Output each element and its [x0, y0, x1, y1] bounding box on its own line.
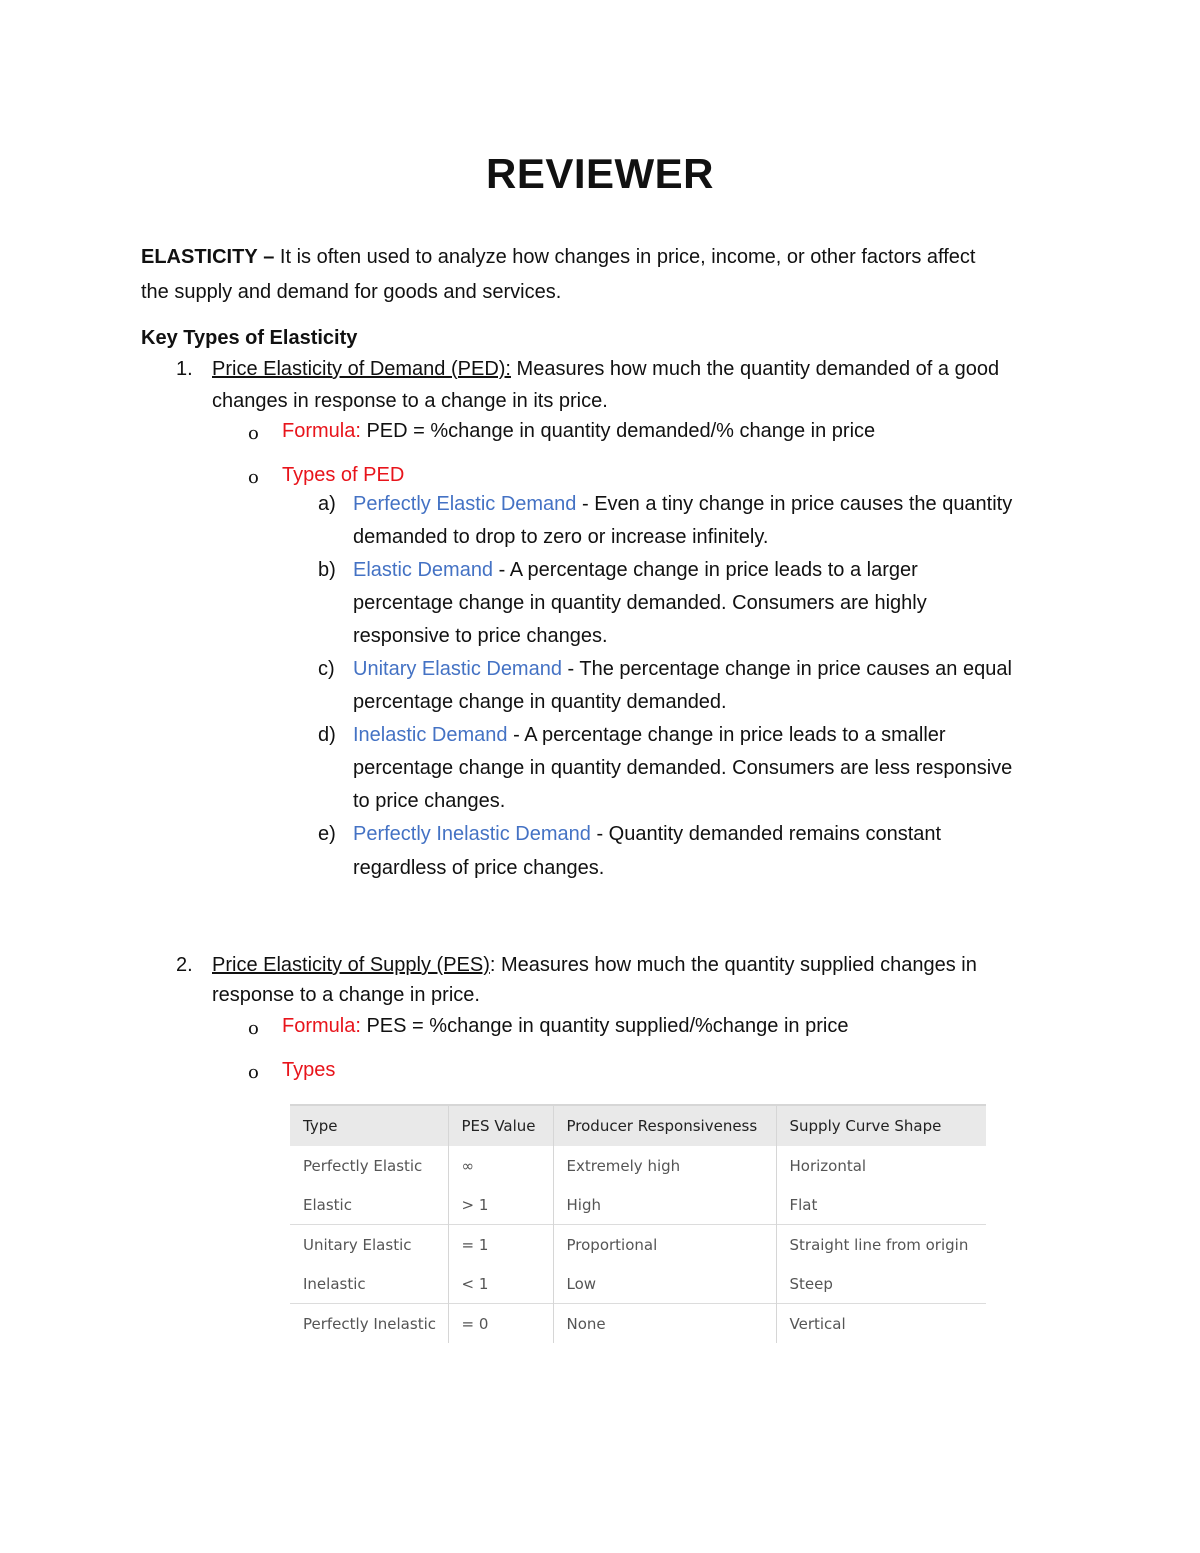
ped-type-desc: to price changes.: [353, 790, 506, 812]
ped-type-desc: percentage change in quantity demanded.: [353, 691, 727, 713]
ped-type-desc: responsive to price changes.: [353, 625, 608, 647]
table-cell: Flat: [789, 1195, 818, 1214]
ped-type-letter: c): [318, 658, 335, 680]
ped-type-desc: - A percentage change in price leads to a larger: [498, 559, 918, 581]
ped-type-name: Perfectly Elastic Demand: [353, 493, 577, 515]
ped-type-desc: - Even a tiny change in price causes the quantity: [581, 493, 1013, 515]
table-row: [290, 1264, 986, 1304]
table-cell: < 1: [448, 1264, 553, 1304]
table-cell: Unitary Elastic: [290, 1225, 448, 1265]
table-header-type: Type: [290, 1105, 448, 1146]
ped-formula-label: Formula:: [282, 420, 361, 442]
pes-colon: :: [489, 954, 496, 976]
ped-formula-bullet: o: [248, 423, 259, 444]
table-cell: Steep: [789, 1274, 833, 1293]
page-title: REVIEWER: [485, 150, 715, 197]
ped-type-name: Inelastic Demand: [353, 724, 508, 746]
intro-line-1: [141, 246, 976, 269]
table-cell: Elastic: [290, 1185, 448, 1225]
ped-type-line: [353, 559, 918, 582]
ped-formula: [282, 420, 875, 443]
table-row: [290, 1225, 986, 1265]
pes-desc-1: Measures how much the quantity supplied changes in: [501, 954, 977, 976]
key-types-heading: Key Types of Elasticity: [141, 327, 358, 349]
ped-type-desc: percentage change in quantity demanded. Consumers are less responsive: [353, 757, 1013, 779]
ped-desc-1: Measures how much the quantity demanded of a good: [516, 358, 1000, 380]
pes-line-1: [212, 954, 977, 977]
ped-desc-2: changes in response to a change in its price.: [212, 390, 608, 412]
ped-type-desc: regardless of price changes.: [353, 857, 605, 879]
pes-formula-bullet: o: [248, 1018, 259, 1039]
pes-formula-label: Formula:: [282, 1015, 361, 1037]
intro-term: ELASTICITY: [141, 246, 258, 268]
ped-type-letter: d): [318, 724, 336, 746]
ped-type-letter: e): [318, 823, 336, 845]
table-cell: ∞: [448, 1146, 553, 1185]
ped-types-label: Types of PED: [282, 464, 405, 486]
ped-type-desc: - A percentage change in price leads to a smaller: [513, 724, 946, 746]
pes-types-label: Types: [282, 1059, 336, 1081]
ped-formula-text: PED = %change in quantity demanded/% change in price: [366, 420, 876, 442]
table-cell: Perfectly Inelastic: [290, 1304, 448, 1344]
table-cell: Inelastic: [290, 1264, 448, 1304]
table-cell: = 1: [448, 1225, 553, 1265]
table-cell: Low: [553, 1264, 776, 1304]
ped-type-line: [353, 493, 1012, 516]
intro-text-1: It is often used to analyze how changes in price, income, or other factors affect: [279, 246, 976, 268]
table-header-pes-value: PES Value: [448, 1105, 553, 1146]
table-cell: Proportional: [553, 1225, 776, 1265]
ped-type-desc: - Quantity demanded remains constant: [596, 823, 942, 845]
ped-line-1: [212, 358, 999, 381]
table-row: [290, 1304, 986, 1344]
intro-text-2: the supply and demand for goods and services.: [141, 281, 562, 303]
ped-name: Price Elasticity of Demand (PED):: [212, 358, 511, 380]
table-header-curve-shape: Supply Curve Shape: [776, 1105, 986, 1146]
ped-number: 1.: [176, 358, 193, 380]
table-cell: High: [553, 1185, 776, 1225]
table-header-responsiveness: Producer Responsiveness: [553, 1105, 776, 1146]
pes-desc-2: response to a change in price.: [212, 984, 480, 1006]
pes-number: 2.: [176, 954, 193, 976]
ped-type-desc: percentage change in quantity demanded. Consumers are highly: [353, 592, 927, 614]
table-cell: Extremely high: [553, 1146, 776, 1185]
ped-types-bullet: o: [248, 467, 259, 488]
ped-type-name: Elastic Demand: [353, 559, 494, 581]
table-cell: Perfectly Elastic: [290, 1146, 448, 1185]
pes-types-bullet: o: [248, 1062, 259, 1083]
table-cell: None: [553, 1304, 776, 1344]
pes-name: Price Elasticity of Supply (PES): [212, 954, 490, 976]
pes-formula-text: PES = %change in quantity supplied/%change in price: [366, 1015, 849, 1037]
intro-dash: –: [263, 246, 275, 268]
table-cell: Horizontal: [789, 1156, 867, 1175]
ped-type-letter: b): [318, 559, 336, 581]
table-row: [290, 1146, 986, 1185]
ped-type-name: Unitary Elastic Demand: [353, 658, 562, 680]
table-cell: Straight line from origin: [776, 1225, 986, 1265]
ped-type-name: Perfectly Inelastic Demand: [353, 823, 591, 845]
ped-type-line: [353, 658, 1012, 681]
pes-formula: [282, 1015, 848, 1038]
ped-type-desc: - The percentage change in price causes an equal: [567, 658, 1012, 680]
table-cell: > 1: [448, 1185, 553, 1225]
table-cell: = 0: [448, 1304, 553, 1344]
table-row: [290, 1185, 986, 1225]
table-header-row: [290, 1105, 986, 1146]
table-cell: Vertical: [776, 1304, 986, 1344]
ped-type-letter: a): [318, 493, 336, 515]
pes-types-table: [290, 1104, 986, 1343]
ped-type-line: [353, 823, 941, 846]
ped-type-desc: demanded to drop to zero or increase infinitely.: [353, 526, 769, 548]
ped-type-line: [353, 724, 946, 747]
